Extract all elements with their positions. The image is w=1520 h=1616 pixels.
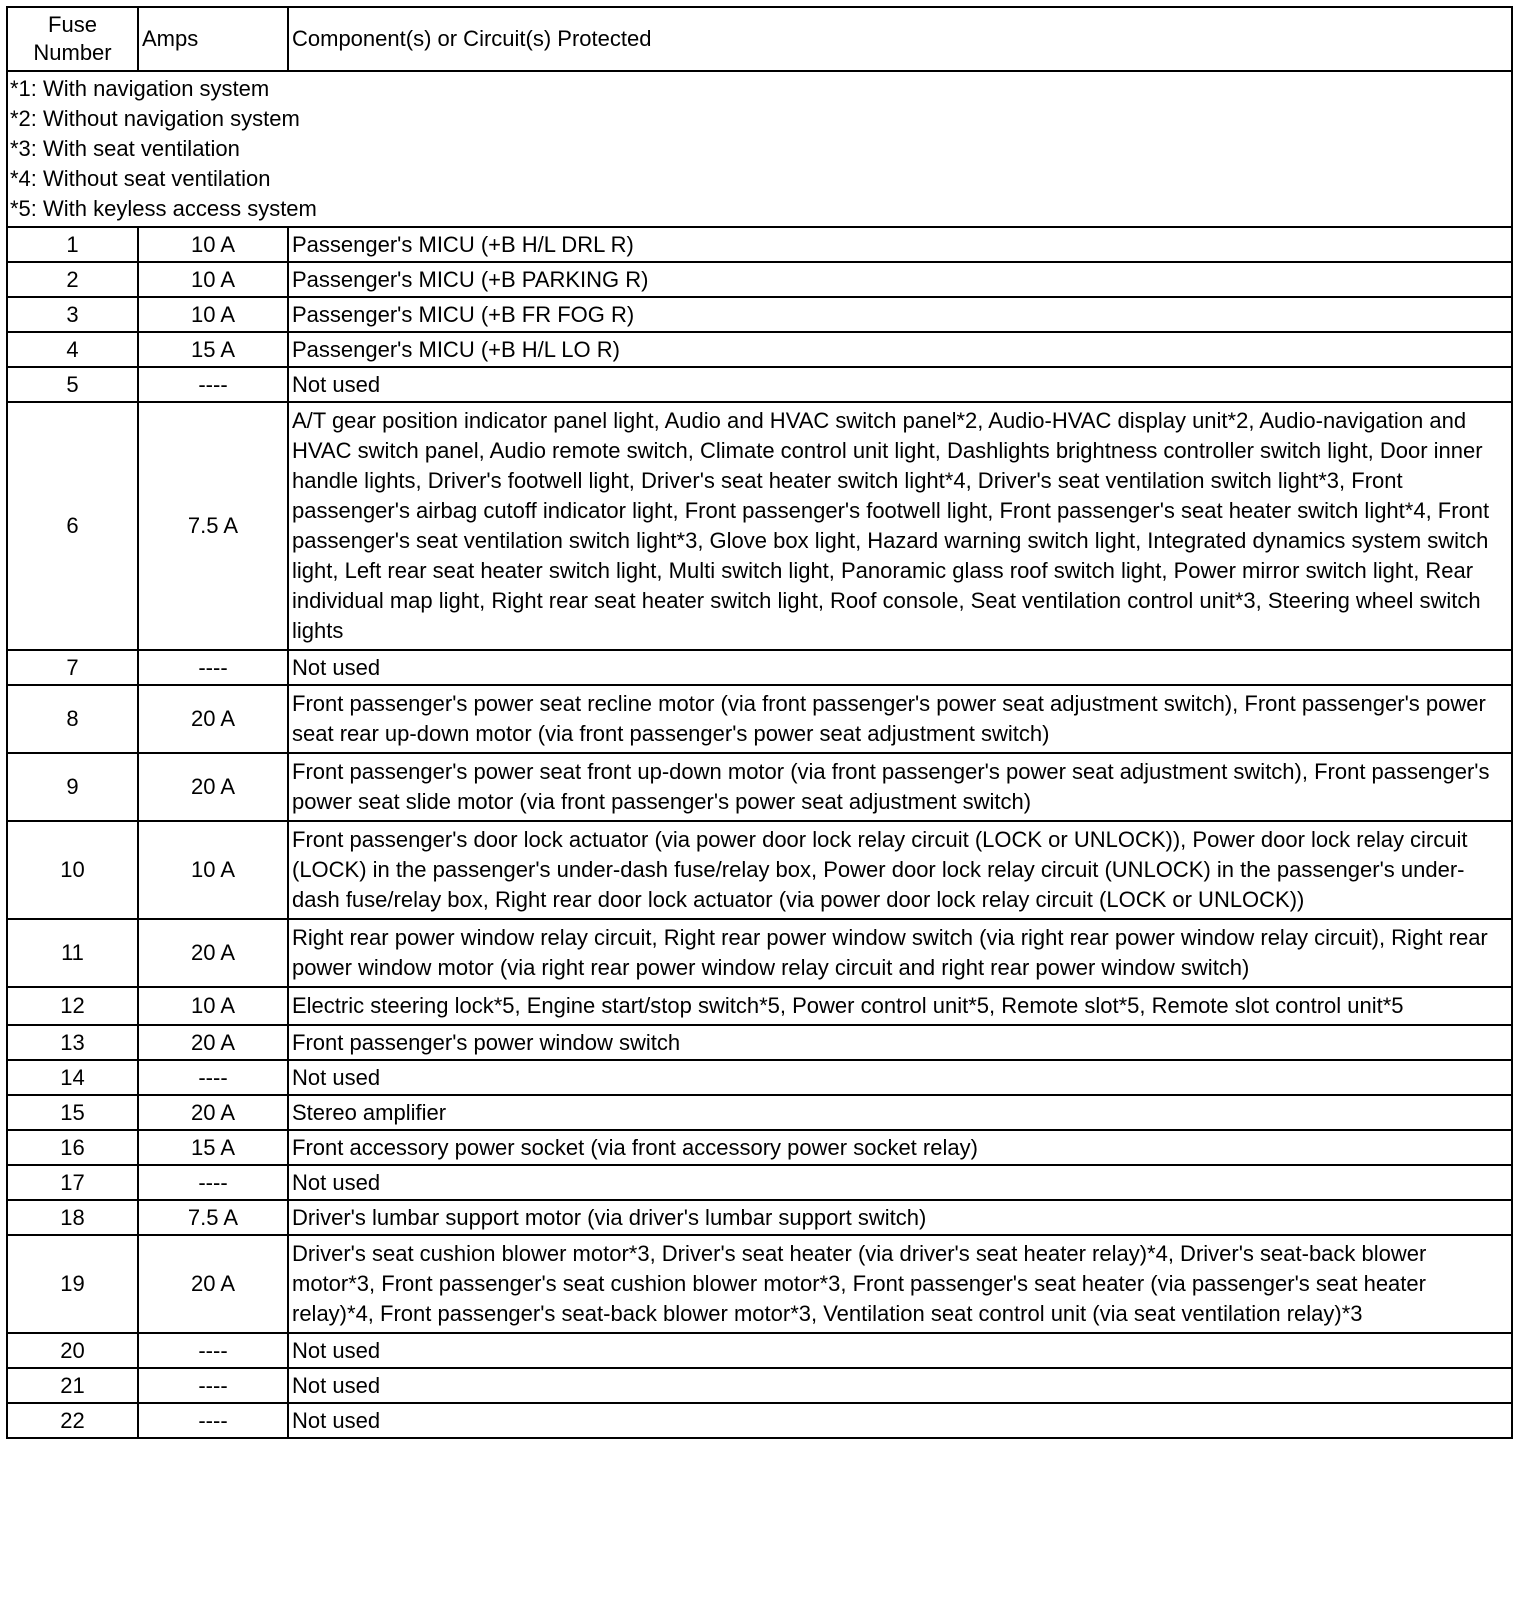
- notes-cell: [7, 71, 1512, 227]
- note-2: *2: Without navigation system: [10, 106, 300, 131]
- amps-cell: ----: [138, 1333, 288, 1368]
- amps-cell: ----: [138, 1368, 288, 1403]
- amps-cell: 20 A: [138, 1025, 288, 1060]
- table-row: [7, 919, 1512, 987]
- fuse-number-cell: 18: [7, 1200, 138, 1235]
- amps-cell: 20 A: [138, 753, 288, 821]
- amps-cell: 10 A: [138, 227, 288, 262]
- fuse-number-cell: 1: [7, 227, 138, 262]
- component-cell: Driver's seat cushion blower motor*3, Driver's seat heater (via driver's seat heater relay)*4, Driver's seat-back blower motor*3, Front passenger's seat cushion blower motor*3, Front passenger's seat heater (via passenger's seat heater relay)*4, Front passenger's seat-back blower motor*3, Ventilation seat control unit (via seat ventilation relay)*3: [288, 1235, 1512, 1333]
- fuse-table: [6, 6, 1513, 1439]
- table-row: [7, 821, 1512, 919]
- fuse-number-cell: 20: [7, 1333, 138, 1368]
- table-row: [7, 1130, 1512, 1165]
- amps-cell: 10 A: [138, 987, 288, 1025]
- component-cell: Driver's lumbar support motor (via driver's lumbar support switch): [288, 1200, 1512, 1235]
- component-cell: Not used: [288, 367, 1512, 402]
- amps-cell: 10 A: [138, 262, 288, 297]
- table-row: [7, 1095, 1512, 1130]
- table-row: [7, 227, 1512, 262]
- component-cell: Not used: [288, 1403, 1512, 1438]
- component-cell: Passenger's MICU (+B H/L DRL R): [288, 227, 1512, 262]
- amps-cell: ----: [138, 367, 288, 402]
- table-row: [7, 1403, 1512, 1438]
- fuse-number-cell: 2: [7, 262, 138, 297]
- table-row: [7, 297, 1512, 332]
- amps-cell: 15 A: [138, 332, 288, 367]
- component-cell: Not used: [288, 1060, 1512, 1095]
- component-cell: Electric steering lock*5, Engine start/stop switch*5, Power control unit*5, Remote slot*5, Remote slot control unit*5: [288, 987, 1512, 1025]
- amps-cell: 7.5 A: [138, 1200, 288, 1235]
- component-cell: Front accessory power socket (via front accessory power socket relay): [288, 1130, 1512, 1165]
- component-cell: Front passenger's door lock actuator (via power door lock relay circuit (LOCK or UNLOCK)), Power door lock relay circuit (LOCK) in the passenger's under-dash fuse/relay box, Power door lock relay circuit (UNLOCK) in the passenger's under-dash fuse/relay box, Right rear door lock actuator (via power door lock relay circuit (LOCK or UNLOCK)): [288, 821, 1512, 919]
- amps-cell: ----: [138, 1403, 288, 1438]
- fuse-number-cell: 14: [7, 1060, 138, 1095]
- table-row: [7, 1333, 1512, 1368]
- amps-cell: ----: [138, 650, 288, 685]
- fuse-number-cell: 11: [7, 919, 138, 987]
- fuse-number-cell: 5: [7, 367, 138, 402]
- component-cell: Not used: [288, 1165, 1512, 1200]
- amps-cell: ----: [138, 1165, 288, 1200]
- note-1: *1: With navigation system: [10, 76, 270, 101]
- fuse-number-cell: 9: [7, 753, 138, 821]
- table-row: [7, 1235, 1512, 1333]
- amps-cell: 20 A: [138, 1235, 288, 1333]
- table-row: [7, 753, 1512, 821]
- notes-row: [7, 71, 1512, 227]
- header-row: [7, 7, 1512, 71]
- table-row: [7, 332, 1512, 367]
- component-cell: Not used: [288, 1368, 1512, 1403]
- component-cell: Not used: [288, 1333, 1512, 1368]
- amps-cell: 10 A: [138, 821, 288, 919]
- fuse-number-cell: 19: [7, 1235, 138, 1333]
- fuse-number-cell: 21: [7, 1368, 138, 1403]
- component-cell: Stereo amplifier: [288, 1095, 1512, 1130]
- table-row: [7, 367, 1512, 402]
- amps-cell: ----: [138, 1060, 288, 1095]
- amps-cell: 10 A: [138, 297, 288, 332]
- table-row: [7, 402, 1512, 650]
- note-3: *3: With seat ventilation: [10, 136, 240, 161]
- component-cell: Front passenger's power seat front up-down motor (via front passenger's power seat adjustment switch), Front passenger's power seat slide motor (via front passenger's power seat adjustment switch): [288, 753, 1512, 821]
- table-row: [7, 987, 1512, 1025]
- component-cell: Not used: [288, 650, 1512, 685]
- component-cell: Passenger's MICU (+B H/L LO R): [288, 332, 1512, 367]
- note-4: *4: Without seat ventilation: [10, 166, 271, 191]
- fuse-number-cell: 6: [7, 402, 138, 650]
- fuse-number-cell: 15: [7, 1095, 138, 1130]
- table-row: [7, 1368, 1512, 1403]
- component-cell: Right rear power window relay circuit, Right rear power window switch (via right rear power window relay circuit), Right rear power window motor (via right rear power window relay circuit and right rear power window switch): [288, 919, 1512, 987]
- table-row: [7, 1200, 1512, 1235]
- component-cell: Front passenger's power seat recline motor (via front passenger's power seat adjustment switch), Front passenger's power seat rear up-down motor (via front passenger's power seat adjustment switch): [288, 685, 1512, 753]
- table-row: [7, 1025, 1512, 1060]
- fuse-number-cell: 12: [7, 987, 138, 1025]
- table-row: [7, 685, 1512, 753]
- header-component: Component(s) or Circuit(s) Protected: [288, 7, 1512, 71]
- fuse-number-cell: 22: [7, 1403, 138, 1438]
- fuse-number-cell: 7: [7, 650, 138, 685]
- fuse-number-cell: 10: [7, 821, 138, 919]
- fuse-number-cell: 16: [7, 1130, 138, 1165]
- fuse-number-cell: 3: [7, 297, 138, 332]
- amps-cell: 20 A: [138, 1095, 288, 1130]
- fuse-number-cell: 4: [7, 332, 138, 367]
- fuse-number-cell: 17: [7, 1165, 138, 1200]
- fuse-number-cell: 13: [7, 1025, 138, 1060]
- header-fuse-number: Fuse Number: [7, 7, 138, 71]
- amps-cell: 20 A: [138, 685, 288, 753]
- component-cell: Front passenger's power window switch: [288, 1025, 1512, 1060]
- table-row: [7, 1165, 1512, 1200]
- table-row: [7, 262, 1512, 297]
- amps-cell: 7.5 A: [138, 402, 288, 650]
- header-amps: Amps: [138, 7, 288, 71]
- amps-cell: 15 A: [138, 1130, 288, 1165]
- table-row: [7, 1060, 1512, 1095]
- note-5: *5: With keyless access system: [10, 196, 317, 221]
- component-cell: Passenger's MICU (+B FR FOG R): [288, 297, 1512, 332]
- component-cell: A/T gear position indicator panel light, Audio and HVAC switch panel*2, Audio-HVAC display unit*2, Audio-navigation and HVAC switch panel, Audio remote switch, Climate control unit light, Dashlights brightness controller switch light, Door inner handle lights, Driver's footwell light, Driver's seat heater switch light*4, Driver's seat ventilation switch light*3, Front passenger's airbag cutoff indicator light, Front passenger's footwell light, Front passenger's seat heater switch light*4, Front passenger's seat ventilation switch light*3, Glove box light, Hazard warning switch light, Integrated dynamics system switch light, Left rear seat heater switch light, Multi switch light, Panoramic glass roof switch light, Power mirror switch light, Rear individual map light, Right rear seat heater switch light, Roof console, Seat ventilation control unit*3, Steering wheel switch lights: [288, 402, 1512, 650]
- amps-cell: 20 A: [138, 919, 288, 987]
- component-cell: Passenger's MICU (+B PARKING R): [288, 262, 1512, 297]
- fuse-number-cell: 8: [7, 685, 138, 753]
- table-row: [7, 650, 1512, 685]
